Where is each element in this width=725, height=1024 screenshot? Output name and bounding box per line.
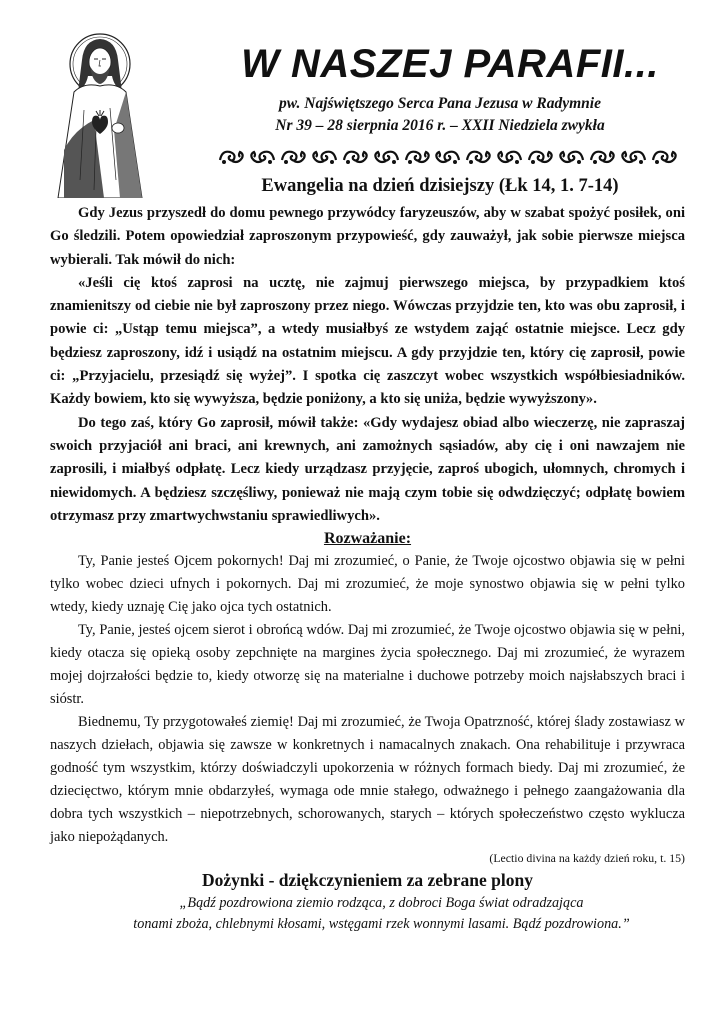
reflection-title: Rozważanie: <box>323 530 412 548</box>
ornament-icon <box>465 146 492 166</box>
parish-name: pw. Najświętszego Serca Pana Jezusa w Radymnie <box>279 95 601 112</box>
gospel-paragraph: «Jeśli cię ktoś zaprosi na ucztę, nie zajmuj pierwszego miejsca, by przypadkiem ktoś znamienitszy od ciebie nie był zaproszony przez niego. Wówczas przyjdzie ten, kto was obu zaprosił, i powie ci: „Ustąp temu miejsca”, a wtedy musiałbyś ze wstydem zająć ostatnie miejsce. Lecz gdy będziesz zaproszony, idź i usiądź na ostatnim miejscu. A gdy przyjdzie ten, który cię zaprosił, powie ci: „Przyjacielu, przesiądź się wyżej”. I spotka cię zaszczyt wobec wszystkich współbiesiadników. Każdy bowiem, kto się wywyższa, będzie poniżony, a kto się uniża, będzie wywyższony». <box>50 274 685 408</box>
ornament-icon <box>249 146 276 166</box>
ornament-icon <box>342 146 369 166</box>
ornament-icon <box>404 146 431 166</box>
header <box>0 0 725 200</box>
ornament-icon <box>434 146 461 166</box>
reflection-text <box>50 550 685 849</box>
ornament-icon <box>651 146 678 166</box>
gospel-title: Ewangelia na dzień dzisiejszy (Łk 14, 1. 7-14) <box>261 176 619 196</box>
ornament-icon <box>373 146 400 166</box>
ornament-icon <box>311 146 338 166</box>
ornament-icon <box>496 146 523 166</box>
content <box>50 202 685 935</box>
gospel-paragraph: Do tego zaś, który Go zaprosił, mówił także: «Gdy wydajesz obiad albo wieczerzę, nie zapraszaj swoich przyjaciół ani braci, ani krewnych, ani zamożnych sąsiadów, aby cię i oni nawzajem nie zaprosili, i miałbyś odpłatę. Lecz kiedy urządzasz przyjęcie, zaproś ubogich, ułomnych, chromych i niewidomych. A będziesz szczęśliwy, ponieważ nie mają czym tobie się odwdzięczyć; odpłatę bowiem otrzymasz przy zmartwychwstaniu sprawiedliwych». <box>50 414 685 524</box>
newsletter-title: W NASZEJ PARAFII... <box>241 42 659 86</box>
harvest-title: Dożynki - dziękczynieniem za zebrane plony <box>201 870 533 891</box>
reflection-source: (Lectio divina na każdy dzień roku, t. 15) <box>489 851 685 866</box>
ornament-icon <box>280 146 307 166</box>
gospel-paragraph: Gdy Jezus przyszedł do domu pewnego przywódcy faryzeuszów, aby w szabat spożyć posiłek, oni Go śledzili. Potem opowiedział zaproszonym przypowieść, gdy zauważył, jak sobie pierwsze miejsca wybierali. Tak mówił do nich: <box>50 205 685 268</box>
reflection-paragraph: Ty, Panie, jesteś ojcem sierot i obrońcą wdów. Daj mi zrozumieć, że Twoje ojcostwo objawia się w pełni, kiedy otacza się opieką osoby zepchnięte na margines życia społecznego. Daj mi zrozumieć, że wyrazem mojej dojrzałości będzie to, kiedy otworzę się na materialne i duchowe potrzeby moich najsłabszych braci i sióstr. <box>50 622 685 708</box>
harvest-quote-line: tonami zboża, chlebnymi kłosami, wstęgami rzek wonnymi lasami. Bądź pozdrowiona.” <box>133 916 630 933</box>
ornament-icon <box>589 146 616 166</box>
reflection-paragraph: Ty, Panie jesteś Ojcem pokornych! Daj mi zrozumieć, o Panie, że Twoje ojcostwo objawia się w pełni tylko wobec dzieci ufnych i pokornych. Daj mi zrozumieć, że moje synostwo objawia się w pełni tylko wtedy, kiedy uznaję Cię jako ojca tych ostatnich. <box>50 553 685 616</box>
gospel-text <box>50 202 685 528</box>
reflection-paragraph: Biednemu, Ty przygotowałeś ziemię! Daj mi zrozumieć, że Twoja Opatrzność, której ślady zostawiasz w naszych dziełach, objawia się zawsze w konkretnych i namacalnych znakach. Ona rehabilituje i przywraca godność tym wszystkim, którzy doświadczyli upokorzenia w różnych formach biedy. Daj mi zrozumieć, że dziecięctwo, którym mnie obdarzyłeś, wymaga ode mnie stałego, odważnego i pełnego zaangażowania dla dobra tych wszystkich – niepotrzebnych, schorowanych, starych – których społeczeństwo często wyklucza jako niepożądanych. <box>50 714 685 846</box>
harvest-quote-line: „Bądź pozdrowiona ziemio rodząca, z dobroci Boga świat odradzająca <box>179 895 584 912</box>
sacred-heart-jesus-image <box>44 30 156 198</box>
ornament-icon <box>218 146 245 166</box>
issue-info: Nr 39 – 28 sierpnia 2016 r. – XXII Niedziela zwykła <box>275 117 605 134</box>
ornament-icon <box>620 146 647 166</box>
ornament-row <box>218 143 678 169</box>
ornament-icon <box>527 146 554 166</box>
ornament-icon <box>558 146 585 166</box>
